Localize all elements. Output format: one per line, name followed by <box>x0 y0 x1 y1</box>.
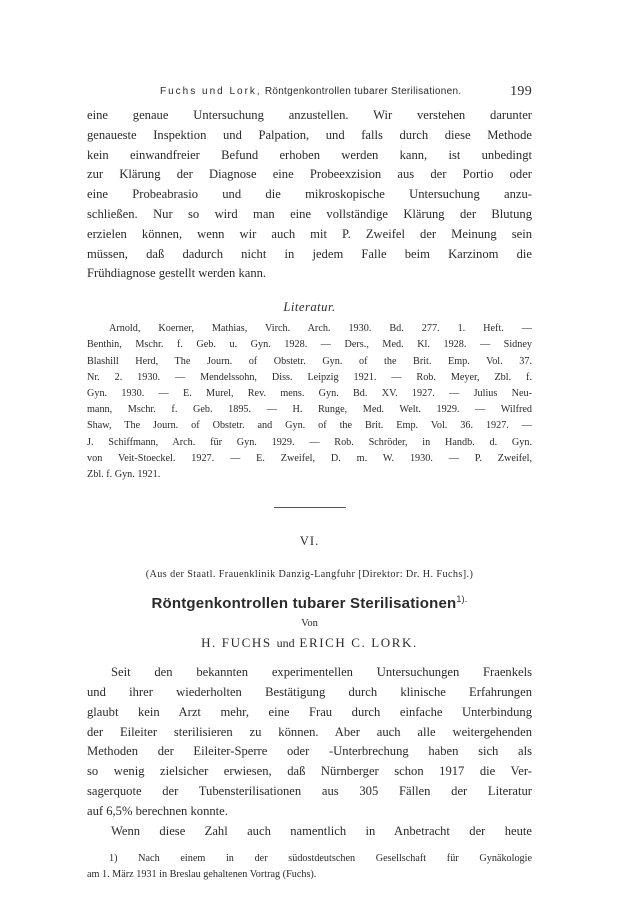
literature-list <box>87 321 532 483</box>
text-line: müssen, daß dadurch nicht in jedem Falle beim Karzinom die <box>87 246 532 261</box>
affiliation: (Aus der Staatl. Frauenklinik Danzig-Langfuhr [Direktor: Dr. H. Fuchs].) <box>145 569 474 581</box>
footnote-line: am 1. März 1931 in Breslau gehaltenen Vortrag (Fuchs). <box>87 868 317 880</box>
text-line: und ihrer wiederholten Bestätigung durch klinische Erfahrungen <box>87 685 532 699</box>
text-line: auf 6,5% berechnen konnte. <box>87 803 228 818</box>
footnote <box>87 851 532 882</box>
text-line: zur Klärung der Diagnose eine Probeexzision aus der Portio oder <box>87 167 532 182</box>
authors <box>87 635 532 651</box>
footnote-line: 1) Nach einem in der südostdeutschen Gesellschaft für Gynäkologie <box>109 853 532 865</box>
author-conjunction: und <box>276 636 295 651</box>
text-line: so wenig zielsicher erwiesen, daß Nürnberger schon 1917 die Ver- <box>87 764 532 779</box>
footnote-mark: 1). <box>456 594 468 605</box>
literature-line: mann, Mschr. f. Geb. 1895. — H. Runge, Med. Welt. 1929. — Wilfred <box>87 404 532 416</box>
literature-line: von Veit-Stoeckel. 1927. — E. Zweifel, D. m. W. 1930. — P. Zweifel, <box>87 452 532 464</box>
text-line: schließen. Nur so wird man eine vollständige Klärung der Blutung <box>87 206 532 221</box>
literature-line: J. Schiffmann, Arch. für Gyn. 1929. — Rob. Schröder, in Handb. d. Gyn. <box>87 436 532 448</box>
text-line: sagerquote der Tubensterilisationen aus 305 Fällen der Literatur <box>87 783 532 798</box>
running-head <box>87 82 532 104</box>
journal-page <box>87 82 532 882</box>
text-line: der Eileiter sterilisieren zu können. Aber auch alle weitergehenden <box>87 724 532 739</box>
article-title <box>87 594 532 612</box>
by-line: Von <box>301 618 318 630</box>
literature-heading: Literatur. <box>283 300 336 315</box>
article-title-text: Röntgenkontrollen tubarer Sterilisationen <box>151 595 457 613</box>
literature-line: Arnold, Koerner, Mathias, Virch. Arch. 1930. Bd. 277. 1. Heft. — <box>109 323 532 335</box>
literature-line: Benthin, Mschr. f. Geb. u. Gyn. 1928. — Ders., Med. Kl. 1928. — Sidney <box>87 339 532 351</box>
page-number: 199 <box>510 84 532 99</box>
literature-line: Blashill Herd, The Journ. of Obstetr. Gyn. of the Brit. Emp. Vol. 37. <box>87 355 532 367</box>
opening-paragraph <box>87 106 532 284</box>
running-head-title: Röntgenkontrollen tubarer Sterilisationen. <box>264 86 462 97</box>
literature-line: Shaw, The Journ. of Obstetr. and Gyn. of the Brit. Emp. Vol. 36. 1927. — <box>87 420 532 432</box>
text-line: kein einwandfreier Befund erhoben werden kann, ist unbedingt <box>87 147 532 162</box>
text-line: Seit den bekannten experimentellen Untersuchungen Fraenkels <box>111 665 532 680</box>
literature-line: Nr. 2. 1930. — Mendelssohn, Diss. Leipzig 1921. — Rob. Meyer, Zbl. f. <box>87 371 532 383</box>
text-line: Frühdiagnose gestellt werden kann. <box>87 266 267 281</box>
text-line: glaubt kein Arzt mehr, eine Frau durch einfache Unterbindung <box>87 704 532 719</box>
author-first: H. FUCHS <box>201 635 272 651</box>
running-head-authors: Fuchs und Lork, <box>160 86 262 97</box>
text-line: Wenn diese Zahl auch namentlich in Anbetracht der heute <box>111 823 532 838</box>
text-line: eine Probeabrasio und die mikroskopische Untersuchung anzu- <box>87 187 532 202</box>
section-number: VI. <box>299 534 320 549</box>
text-line: eine genaue Untersuchung anzustellen. Wir verstehen darunter <box>87 108 532 122</box>
literature-line: Zbl. f. Gyn. 1921. <box>87 469 161 480</box>
literature-line: Gyn. 1930. — E. Murel, Rev. mens. Gyn. Bd. XV. 1927. — Julius Neu- <box>87 387 532 399</box>
section-divider <box>274 507 346 508</box>
author-second: ERICH C. LORK. <box>299 635 418 651</box>
intro-paragraph <box>87 663 532 841</box>
text-line: erzielen können, wenn wir auch mit P. Zweifel der Meinung sein <box>87 226 532 241</box>
text-line: Methoden der Eileiter-Sperre oder -Unterbrechung haben sich als <box>87 744 532 759</box>
text-line: genaueste Inspektion und Palpation, und falls durch diese Methode <box>87 127 532 142</box>
